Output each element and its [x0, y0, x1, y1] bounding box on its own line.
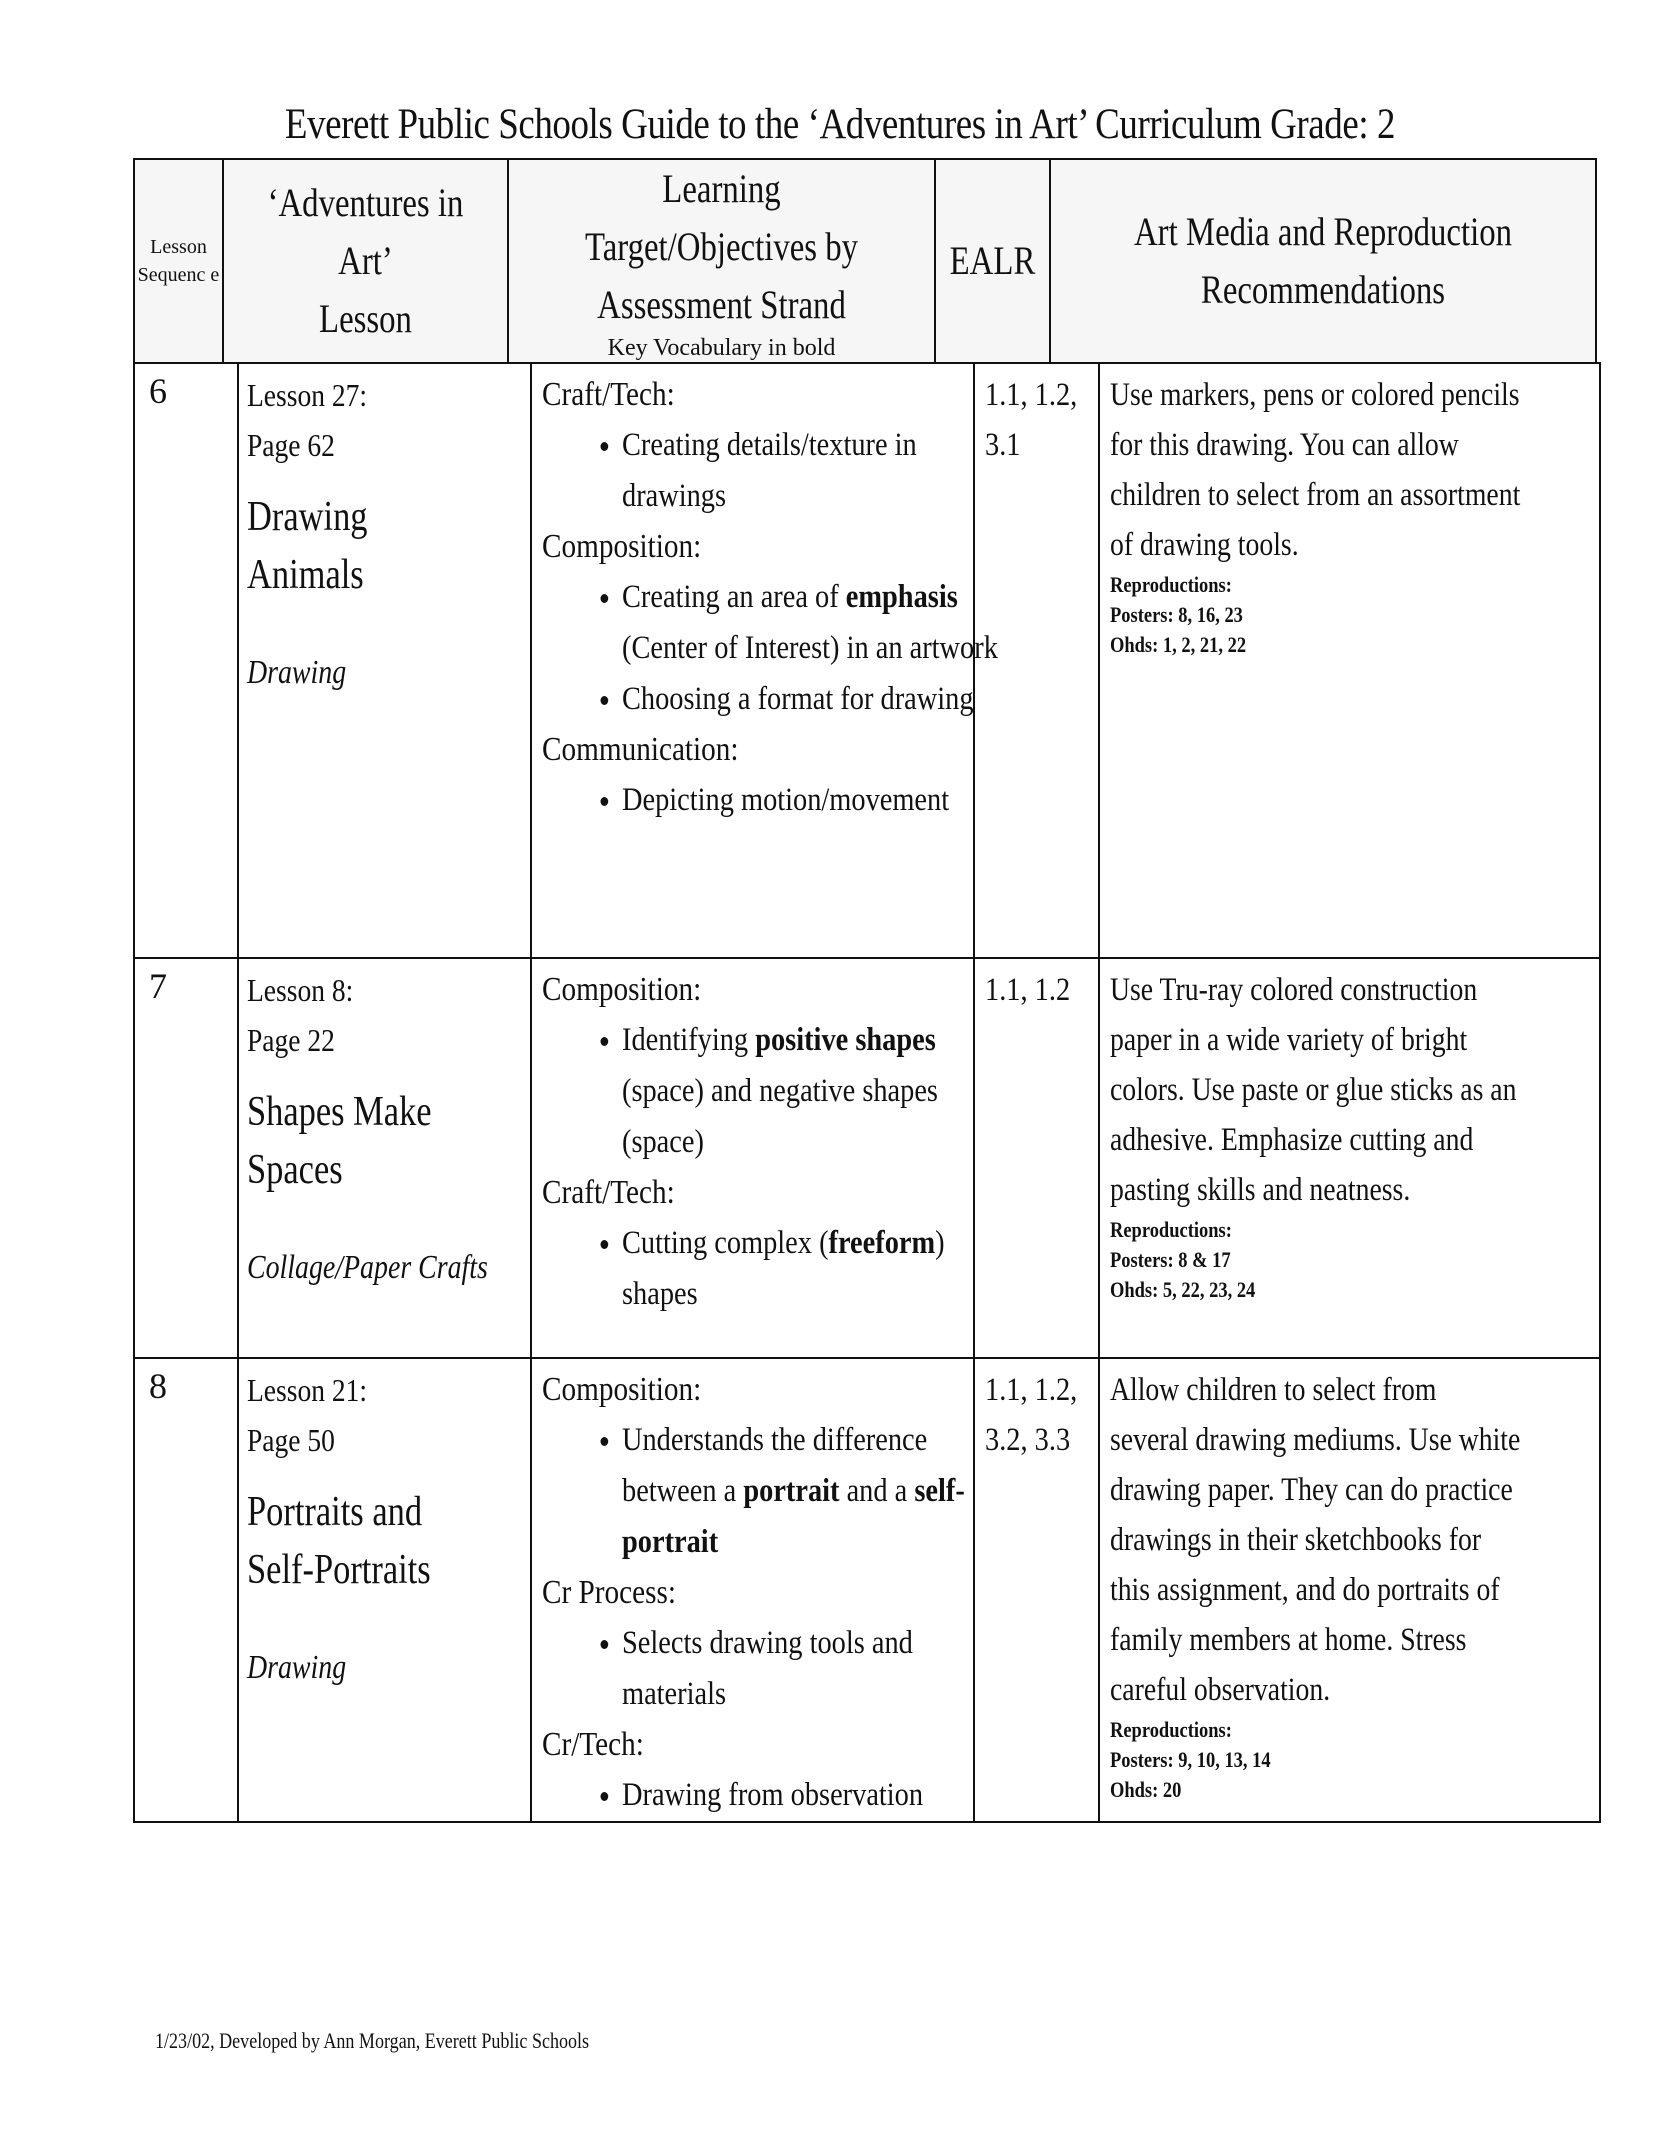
objective-list	[542, 1415, 967, 1568]
header-ealr-label: EALR	[949, 238, 1036, 283]
reproductions-label: Reproductions:	[1110, 572, 1232, 597]
header-target-line2: Assessment Strand	[597, 282, 846, 327]
page-title: Everett Public Schools Guide to the ‘Adventures in Art’ Curriculum Grade: 2	[284, 101, 1396, 148]
lesson-media-type: Collage/Paper Crafts	[247, 1249, 488, 1286]
recommendation-text: Use markers, pens or colored pencils for this drawing. You can allow children to select from an assortment of drawing tools.	[1110, 377, 1521, 563]
lesson-seq: 8	[134, 1358, 238, 1822]
lesson-cell	[238, 1358, 531, 1822]
header-target	[508, 159, 935, 363]
objective-item: • Selects drawing tools and materials	[622, 1618, 1000, 1720]
lesson-seq: 7	[134, 958, 238, 1358]
objective-list	[542, 1618, 967, 1720]
lesson-page: Page 62	[247, 427, 335, 463]
reproductions-label: Reproductions:	[1110, 1717, 1232, 1742]
table-row	[134, 363, 1600, 958]
header-target-line1: Learning Target/Objectives by	[584, 166, 859, 269]
lesson-number: Lesson 27:	[247, 377, 368, 413]
lesson-seq: 6	[134, 363, 238, 958]
table-row	[134, 958, 1600, 1358]
header-seq: Lesson Sequenc e	[134, 159, 223, 363]
lesson-page: Page 22	[247, 1022, 335, 1058]
strand-name: Craft/Tech:	[542, 1174, 675, 1211]
strand-name: Cr/Tech:	[542, 1726, 644, 1763]
header-lesson	[223, 159, 508, 363]
header-media-line2: Recommendations	[1200, 267, 1446, 312]
lessons-table	[133, 362, 1601, 1823]
table-row	[134, 1358, 1600, 1822]
header-ealr	[935, 159, 1050, 363]
objective-list	[542, 775, 967, 826]
objective-item: • Cutting complex (freeform) shapes	[622, 1218, 1000, 1320]
ealr-line2: 3.2, 3.3	[985, 1422, 1071, 1458]
footer-credit: 1/23/02, Developed by Ann Morgan, Everett Public Schools	[155, 2028, 590, 2053]
objective-item: • Choosing a format for drawing	[622, 674, 1000, 725]
strand-name: Composition:	[542, 1371, 702, 1408]
ealr-line2: 3.1	[985, 427, 1021, 463]
lesson-title: Drawing Animals	[247, 494, 368, 598]
objective-list	[542, 420, 967, 522]
lesson-title: Shapes Make Spaces	[247, 1089, 432, 1193]
ealr-cell	[974, 1358, 1099, 1822]
posters-list: Posters: 9, 10, 13, 14	[1110, 1747, 1271, 1772]
strand-name: Communication:	[542, 731, 739, 768]
objective-item: • Creating an area of emphasis (Center of Interest) in an artwork	[622, 572, 1000, 674]
header-target-line3: Key Vocabulary in bold	[607, 335, 836, 361]
objective-item: • Depicting motion/movement	[622, 775, 1000, 826]
objective-item: • Drawing from observation	[622, 1770, 1000, 1821]
header-lesson-line2: Lesson	[319, 296, 412, 341]
posters-list: Posters: 8, 16, 23	[1110, 602, 1243, 627]
ealr-line1: 1.1, 1.2,	[985, 1372, 1078, 1408]
reproductions-label: Reproductions:	[1110, 1217, 1232, 1242]
lesson-page: Page 50	[247, 1422, 335, 1458]
lesson-cell	[238, 363, 531, 958]
objective-list	[542, 572, 998, 725]
strand-name: Craft/Tech:	[542, 376, 675, 413]
lesson-media-type: Drawing	[247, 654, 347, 691]
objectives-cell	[531, 1358, 974, 1822]
recommendation-cell	[1099, 958, 1600, 1358]
objectives-cell	[531, 958, 974, 1358]
recommendation-cell	[1099, 363, 1600, 958]
recommendation-text: Allow children to select from several drawing mediums. Use white drawing paper. They can do practice drawings in their sketchbooks for this assignment, and do portraits of family members at home. Stress careful observation.	[1110, 1372, 1521, 1708]
header-media-line1: Art Media and Reproduction	[1133, 209, 1513, 254]
objective-list	[542, 1770, 967, 1821]
header-lesson-line1: ‘Adventures in Art’	[267, 180, 464, 283]
ealr-line1: 1.1, 1.2,	[985, 377, 1078, 413]
table-header	[133, 158, 1597, 364]
strand-name: Composition:	[542, 971, 702, 1008]
header-media	[1050, 159, 1596, 363]
strand-name: Composition:	[542, 528, 702, 565]
strand-name: Cr Process:	[542, 1574, 677, 1611]
objectives-cell	[531, 363, 998, 958]
lesson-media-type: Drawing	[247, 1649, 347, 1686]
objective-item: • Understands the difference between a portrait and a self-portrait	[622, 1415, 1000, 1568]
recommendation-cell	[1099, 1358, 1600, 1822]
ohds-list: Ohds: 5, 22, 23, 24	[1110, 1277, 1256, 1302]
objective-item: • Identifying positive shapes (space) and negative shapes (space)	[622, 1015, 1000, 1168]
lesson-title: Portraits and Self-Portraits	[247, 1489, 431, 1593]
objective-item: • Creating details/texture in drawings	[622, 420, 1000, 522]
ealr-line1: 1.1, 1.2	[985, 972, 1071, 1008]
recommendation-text: Use Tru-ray colored construction paper in a wide variety of bright colors. Use paste or glue sticks as an adhesive. Emphasize cutting and pasting skills and neatness.	[1110, 972, 1517, 1208]
ohds-list: Ohds: 20	[1110, 1777, 1182, 1802]
posters-list: Posters: 8 & 17	[1110, 1247, 1231, 1272]
objective-list	[542, 1015, 967, 1168]
ohds-list: Ohds: 1, 2, 21, 22	[1110, 632, 1247, 657]
lesson-number: Lesson 21:	[247, 1372, 368, 1408]
objective-list	[542, 1218, 967, 1320]
lesson-cell	[238, 958, 531, 1358]
lesson-number: Lesson 8:	[247, 972, 354, 1008]
